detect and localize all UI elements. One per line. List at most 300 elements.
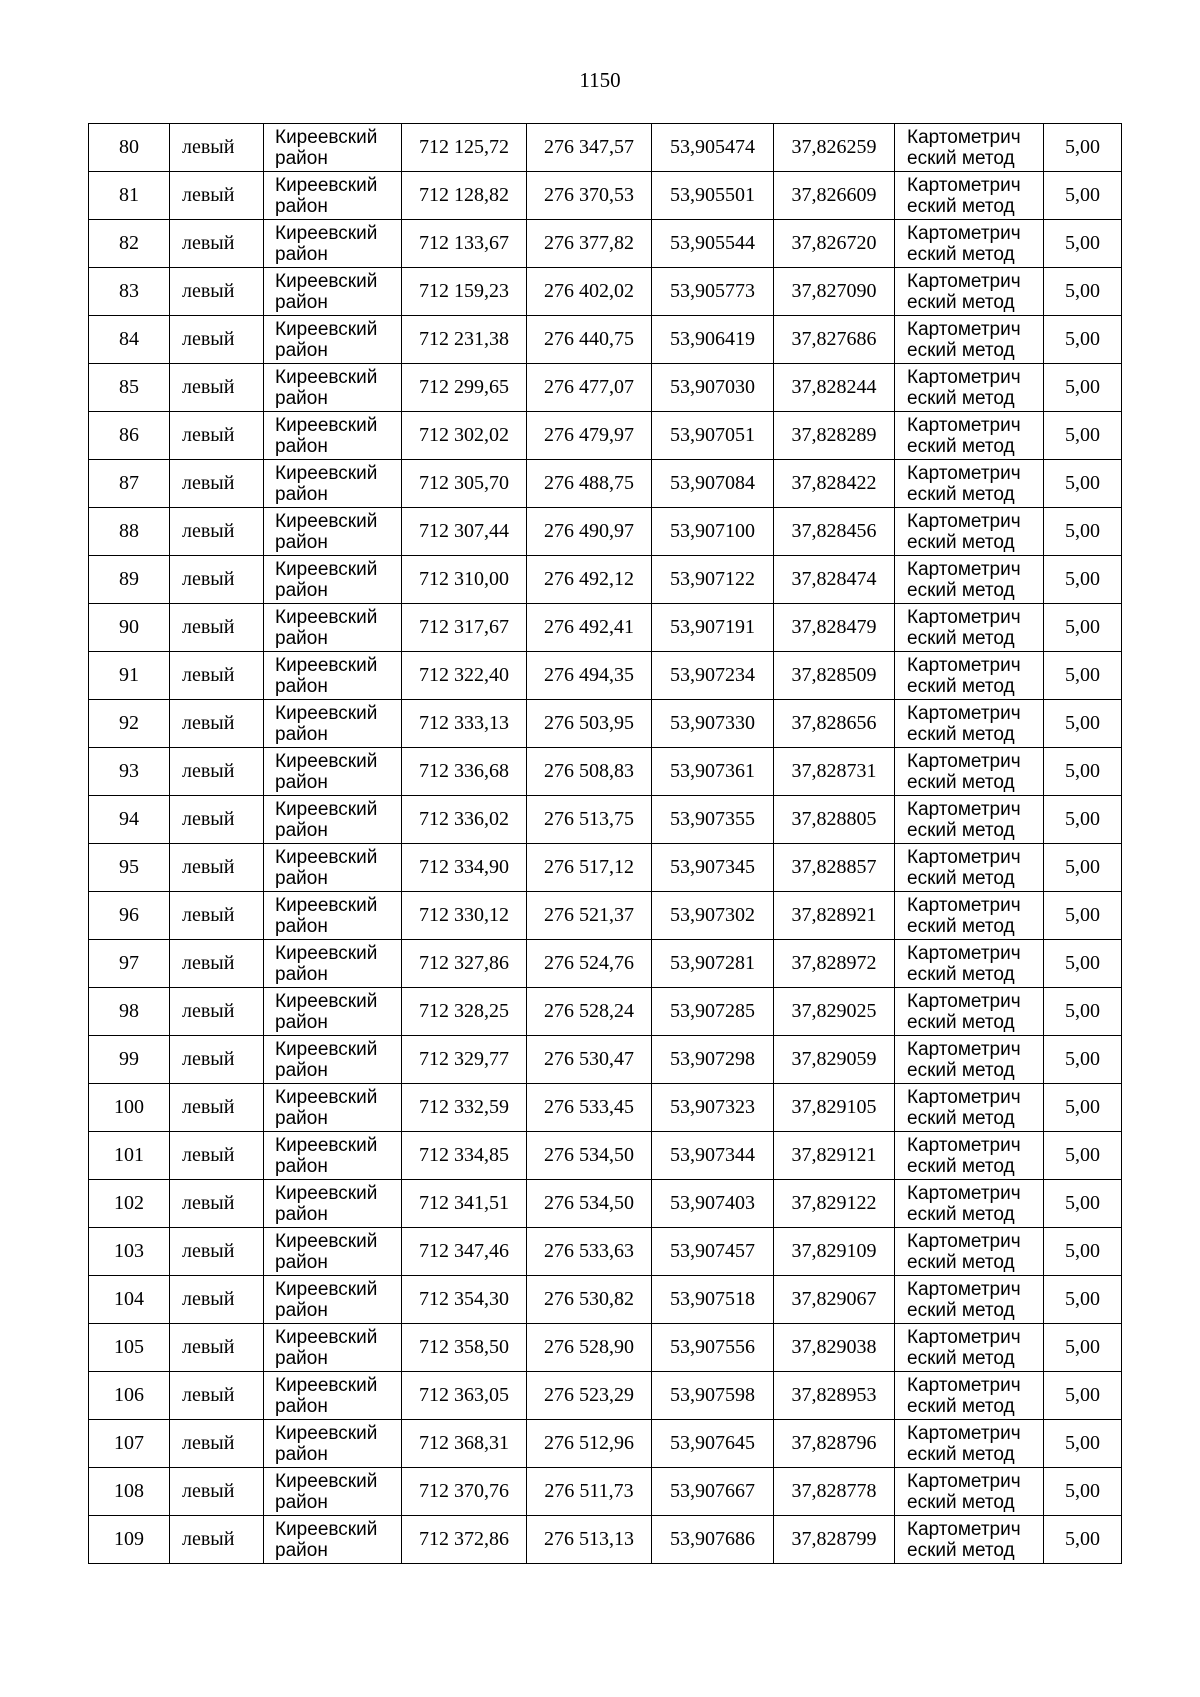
district-cell-line: район xyxy=(275,963,328,985)
method-cell xyxy=(895,652,1044,700)
accuracy-cell: 5,00 xyxy=(1044,604,1122,652)
district-cell-line: Киреевский xyxy=(275,1182,378,1204)
district-cell-line: Киреевский xyxy=(275,1422,378,1444)
bank-side-cell: левый xyxy=(170,796,264,844)
method-cell-line: еский метод xyxy=(907,1011,1015,1033)
method-cell-line: Картометрич xyxy=(907,750,1021,772)
x-coordinate-cell: 712 322,40 xyxy=(402,652,527,700)
point-number-cell: 93 xyxy=(89,748,170,796)
accuracy-cell: 5,00 xyxy=(1044,556,1122,604)
method-cell xyxy=(895,844,1044,892)
district-cell-line: Киреевский xyxy=(275,318,378,340)
method-cell-line: еский метод xyxy=(907,723,1015,745)
latitude-cell: 53,907330 xyxy=(652,700,774,748)
y-coordinate-cell: 276 523,29 xyxy=(527,1372,652,1420)
method-cell xyxy=(895,1228,1044,1276)
method-cell xyxy=(895,796,1044,844)
y-coordinate-cell: 276 528,24 xyxy=(527,988,652,1036)
y-coordinate-cell: 276 534,50 xyxy=(527,1180,652,1228)
district-cell xyxy=(264,1372,402,1420)
method-cell-line: Картометрич xyxy=(907,1470,1021,1492)
longitude-cell: 37,826259 xyxy=(774,124,895,172)
accuracy-cell: 5,00 xyxy=(1044,172,1122,220)
point-number-cell: 83 xyxy=(89,268,170,316)
district-cell-line: Киреевский xyxy=(275,1374,378,1396)
district-cell-line: Киреевский xyxy=(275,1326,378,1348)
point-number-cell: 102 xyxy=(89,1180,170,1228)
district-cell xyxy=(264,508,402,556)
bank-side-cell: левый xyxy=(170,1036,264,1084)
y-coordinate-cell: 276 488,75 xyxy=(527,460,652,508)
table-row xyxy=(89,1420,1122,1468)
district-cell-line: Киреевский xyxy=(275,222,378,244)
x-coordinate-cell: 712 159,23 xyxy=(402,268,527,316)
longitude-cell: 37,828799 xyxy=(774,1516,895,1564)
accuracy-cell: 5,00 xyxy=(1044,316,1122,364)
district-cell xyxy=(264,892,402,940)
district-cell-line: Киреевский xyxy=(275,366,378,388)
district-cell-line: район xyxy=(275,819,328,841)
district-cell-line: Киреевский xyxy=(275,510,378,532)
district-cell-line: район xyxy=(275,243,328,265)
method-cell-line: еский метод xyxy=(907,339,1015,361)
x-coordinate-cell: 712 329,77 xyxy=(402,1036,527,1084)
accuracy-cell: 5,00 xyxy=(1044,748,1122,796)
accuracy-cell: 5,00 xyxy=(1044,988,1122,1036)
table-row xyxy=(89,652,1122,700)
method-cell xyxy=(895,1372,1044,1420)
latitude-cell: 53,907345 xyxy=(652,844,774,892)
x-coordinate-cell: 712 302,02 xyxy=(402,412,527,460)
district-cell-line: Киреевский xyxy=(275,414,378,436)
y-coordinate-cell: 276 508,83 xyxy=(527,748,652,796)
latitude-cell: 53,907281 xyxy=(652,940,774,988)
method-cell-line: Картометрич xyxy=(907,1134,1021,1156)
y-coordinate-cell: 276 521,37 xyxy=(527,892,652,940)
district-cell xyxy=(264,1468,402,1516)
table-row xyxy=(89,124,1122,172)
method-cell-line: Картометрич xyxy=(907,126,1021,148)
district-cell xyxy=(264,604,402,652)
bank-side-cell: левый xyxy=(170,412,264,460)
accuracy-cell: 5,00 xyxy=(1044,412,1122,460)
bank-side-cell: левый xyxy=(170,652,264,700)
x-coordinate-cell: 712 368,31 xyxy=(402,1420,527,1468)
district-cell-line: район xyxy=(275,1347,328,1369)
longitude-cell: 37,829038 xyxy=(774,1324,895,1372)
x-coordinate-cell: 712 334,85 xyxy=(402,1132,527,1180)
district-cell-line: район xyxy=(275,339,328,361)
bank-side-cell: левый xyxy=(170,1228,264,1276)
table-row xyxy=(89,796,1122,844)
y-coordinate-cell: 276 503,95 xyxy=(527,700,652,748)
longitude-cell: 37,829059 xyxy=(774,1036,895,1084)
longitude-cell: 37,826720 xyxy=(774,220,895,268)
method-cell-line: Картометрич xyxy=(907,846,1021,868)
longitude-cell: 37,827090 xyxy=(774,268,895,316)
table-row xyxy=(89,412,1122,460)
method-cell-line: Картометрич xyxy=(907,1086,1021,1108)
y-coordinate-cell: 276 534,50 xyxy=(527,1132,652,1180)
method-cell xyxy=(895,1516,1044,1564)
y-coordinate-cell: 276 513,75 xyxy=(527,796,652,844)
longitude-cell: 37,827686 xyxy=(774,316,895,364)
point-number-cell: 109 xyxy=(89,1516,170,1564)
district-cell-line: район xyxy=(275,1299,328,1321)
district-cell-line: Киреевский xyxy=(275,126,378,148)
table-row xyxy=(89,604,1122,652)
y-coordinate-cell: 276 490,97 xyxy=(527,508,652,556)
district-cell-line: район xyxy=(275,435,328,457)
district-cell xyxy=(264,460,402,508)
district-cell-line: район xyxy=(275,195,328,217)
y-coordinate-cell: 276 402,02 xyxy=(527,268,652,316)
latitude-cell: 53,907457 xyxy=(652,1228,774,1276)
method-cell-line: Картометрич xyxy=(907,942,1021,964)
latitude-cell: 53,907518 xyxy=(652,1276,774,1324)
district-cell xyxy=(264,220,402,268)
district-cell xyxy=(264,748,402,796)
district-cell-line: Киреевский xyxy=(275,558,378,580)
longitude-cell: 37,828422 xyxy=(774,460,895,508)
table-row xyxy=(89,1468,1122,1516)
table-row xyxy=(89,172,1122,220)
district-cell-line: район xyxy=(275,1539,328,1561)
method-cell-line: еский метод xyxy=(907,627,1015,649)
point-number-cell: 88 xyxy=(89,508,170,556)
point-number-cell: 80 xyxy=(89,124,170,172)
accuracy-cell: 5,00 xyxy=(1044,364,1122,412)
district-cell-line: район xyxy=(275,771,328,793)
accuracy-cell: 5,00 xyxy=(1044,652,1122,700)
latitude-cell: 53,905773 xyxy=(652,268,774,316)
district-cell-line: район xyxy=(275,147,328,169)
method-cell-line: еский метод xyxy=(907,963,1015,985)
method-cell xyxy=(895,508,1044,556)
method-cell-line: еский метод xyxy=(907,1203,1015,1225)
bank-side-cell: левый xyxy=(170,988,264,1036)
y-coordinate-cell: 276 494,35 xyxy=(527,652,652,700)
table-row xyxy=(89,1180,1122,1228)
method-cell-line: Картометрич xyxy=(907,222,1021,244)
method-cell-line: Картометрич xyxy=(907,414,1021,436)
method-cell-line: еский метод xyxy=(907,1107,1015,1129)
latitude-cell: 53,907122 xyxy=(652,556,774,604)
accuracy-cell: 5,00 xyxy=(1044,844,1122,892)
district-cell-line: район xyxy=(275,291,328,313)
method-cell-line: еский метод xyxy=(907,915,1015,937)
point-number-cell: 96 xyxy=(89,892,170,940)
table-row xyxy=(89,1084,1122,1132)
district-cell-line: Киреевский xyxy=(275,702,378,724)
x-coordinate-cell: 712 133,67 xyxy=(402,220,527,268)
latitude-cell: 53,907051 xyxy=(652,412,774,460)
method-cell-line: Картометрич xyxy=(907,462,1021,484)
district-cell-line: Киреевский xyxy=(275,1518,378,1540)
district-cell xyxy=(264,1132,402,1180)
method-cell-line: еский метод xyxy=(907,819,1015,841)
method-cell-line: еский метод xyxy=(907,531,1015,553)
longitude-cell: 37,829067 xyxy=(774,1276,895,1324)
method-cell-line: еский метод xyxy=(907,195,1015,217)
latitude-cell: 53,907302 xyxy=(652,892,774,940)
point-number-cell: 89 xyxy=(89,556,170,604)
table-row xyxy=(89,508,1122,556)
x-coordinate-cell: 712 330,12 xyxy=(402,892,527,940)
district-cell-line: район xyxy=(275,627,328,649)
district-cell xyxy=(264,412,402,460)
district-cell-line: Киреевский xyxy=(275,174,378,196)
district-cell-line: район xyxy=(275,1155,328,1177)
accuracy-cell: 5,00 xyxy=(1044,892,1122,940)
x-coordinate-cell: 712 354,30 xyxy=(402,1276,527,1324)
accuracy-cell: 5,00 xyxy=(1044,1420,1122,1468)
district-cell xyxy=(264,988,402,1036)
district-cell xyxy=(264,364,402,412)
accuracy-cell: 5,00 xyxy=(1044,1084,1122,1132)
method-cell xyxy=(895,1180,1044,1228)
table-row xyxy=(89,892,1122,940)
x-coordinate-cell: 712 128,82 xyxy=(402,172,527,220)
method-cell xyxy=(895,1324,1044,1372)
district-cell-line: Киреевский xyxy=(275,894,378,916)
y-coordinate-cell: 276 530,47 xyxy=(527,1036,652,1084)
method-cell-line: Картометрич xyxy=(907,270,1021,292)
longitude-cell: 37,828778 xyxy=(774,1468,895,1516)
point-number-cell: 107 xyxy=(89,1420,170,1468)
table-row xyxy=(89,748,1122,796)
district-cell-line: Киреевский xyxy=(275,1470,378,1492)
method-cell-line: Картометрич xyxy=(907,510,1021,532)
district-cell-line: Киреевский xyxy=(275,798,378,820)
accuracy-cell: 5,00 xyxy=(1044,1324,1122,1372)
table-row xyxy=(89,1324,1122,1372)
bank-side-cell: левый xyxy=(170,508,264,556)
method-cell-line: еский метод xyxy=(907,387,1015,409)
method-cell-line: Картометрич xyxy=(907,1374,1021,1396)
method-cell xyxy=(895,1420,1044,1468)
x-coordinate-cell: 712 358,50 xyxy=(402,1324,527,1372)
district-cell xyxy=(264,1036,402,1084)
point-number-cell: 101 xyxy=(89,1132,170,1180)
longitude-cell: 37,829105 xyxy=(774,1084,895,1132)
coordinates-table xyxy=(88,123,1122,1564)
method-cell-line: еский метод xyxy=(907,1155,1015,1177)
accuracy-cell: 5,00 xyxy=(1044,1132,1122,1180)
bank-side-cell: левый xyxy=(170,604,264,652)
district-cell-line: район xyxy=(275,1251,328,1273)
district-cell-line: Киреевский xyxy=(275,654,378,676)
method-cell-line: Картометрич xyxy=(907,1230,1021,1252)
district-cell xyxy=(264,940,402,988)
district-cell-line: Киреевский xyxy=(275,1278,378,1300)
longitude-cell: 37,828857 xyxy=(774,844,895,892)
latitude-cell: 53,907234 xyxy=(652,652,774,700)
latitude-cell: 53,907100 xyxy=(652,508,774,556)
table-row xyxy=(89,1276,1122,1324)
x-coordinate-cell: 712 333,13 xyxy=(402,700,527,748)
latitude-cell: 53,907298 xyxy=(652,1036,774,1084)
table-row xyxy=(89,316,1122,364)
district-cell-line: Киреевский xyxy=(275,990,378,1012)
district-cell xyxy=(264,1516,402,1564)
method-cell xyxy=(895,412,1044,460)
method-cell xyxy=(895,988,1044,1036)
y-coordinate-cell: 276 479,97 xyxy=(527,412,652,460)
table-row xyxy=(89,1036,1122,1084)
method-cell-line: еский метод xyxy=(907,483,1015,505)
district-cell-line: район xyxy=(275,867,328,889)
y-coordinate-cell: 276 512,96 xyxy=(527,1420,652,1468)
latitude-cell: 53,907667 xyxy=(652,1468,774,1516)
longitude-cell: 37,828972 xyxy=(774,940,895,988)
district-cell xyxy=(264,1084,402,1132)
method-cell xyxy=(895,172,1044,220)
longitude-cell: 37,828805 xyxy=(774,796,895,844)
accuracy-cell: 5,00 xyxy=(1044,1180,1122,1228)
accuracy-cell: 5,00 xyxy=(1044,1468,1122,1516)
district-cell-line: Киреевский xyxy=(275,270,378,292)
point-number-cell: 84 xyxy=(89,316,170,364)
district-cell-line: Киреевский xyxy=(275,1038,378,1060)
longitude-cell: 37,828456 xyxy=(774,508,895,556)
x-coordinate-cell: 712 347,46 xyxy=(402,1228,527,1276)
method-cell xyxy=(895,892,1044,940)
point-number-cell: 92 xyxy=(89,700,170,748)
table-row xyxy=(89,988,1122,1036)
accuracy-cell: 5,00 xyxy=(1044,1276,1122,1324)
table-row xyxy=(89,220,1122,268)
bank-side-cell: левый xyxy=(170,1420,264,1468)
method-cell-line: еский метод xyxy=(907,579,1015,601)
method-cell xyxy=(895,1468,1044,1516)
district-cell xyxy=(264,268,402,316)
bank-side-cell: левый xyxy=(170,316,264,364)
point-number-cell: 99 xyxy=(89,1036,170,1084)
accuracy-cell: 5,00 xyxy=(1044,940,1122,988)
district-cell-line: Киреевский xyxy=(275,1086,378,1108)
bank-side-cell: левый xyxy=(170,1276,264,1324)
method-cell xyxy=(895,748,1044,796)
x-coordinate-cell: 712 310,00 xyxy=(402,556,527,604)
method-cell xyxy=(895,316,1044,364)
district-cell-line: район xyxy=(275,1395,328,1417)
point-number-cell: 91 xyxy=(89,652,170,700)
x-coordinate-cell: 712 363,05 xyxy=(402,1372,527,1420)
x-coordinate-cell: 712 336,68 xyxy=(402,748,527,796)
method-cell-line: еский метод xyxy=(907,1347,1015,1369)
latitude-cell: 53,907344 xyxy=(652,1132,774,1180)
latitude-cell: 53,905474 xyxy=(652,124,774,172)
accuracy-cell: 5,00 xyxy=(1044,268,1122,316)
district-cell-line: Киреевский xyxy=(275,606,378,628)
x-coordinate-cell: 712 299,65 xyxy=(402,364,527,412)
district-cell xyxy=(264,1324,402,1372)
y-coordinate-cell: 276 477,07 xyxy=(527,364,652,412)
bank-side-cell: левый xyxy=(170,1516,264,1564)
method-cell-line: Картометрич xyxy=(907,702,1021,724)
latitude-cell: 53,907645 xyxy=(652,1420,774,1468)
longitude-cell: 37,828474 xyxy=(774,556,895,604)
point-number-cell: 97 xyxy=(89,940,170,988)
method-cell-line: Картометрич xyxy=(907,1182,1021,1204)
accuracy-cell: 5,00 xyxy=(1044,1516,1122,1564)
district-cell-line: Киреевский xyxy=(275,462,378,484)
method-cell xyxy=(895,124,1044,172)
district-cell-line: район xyxy=(275,675,328,697)
latitude-cell: 53,905501 xyxy=(652,172,774,220)
table-row xyxy=(89,1516,1122,1564)
longitude-cell: 37,828921 xyxy=(774,892,895,940)
x-coordinate-cell: 712 328,25 xyxy=(402,988,527,1036)
latitude-cell: 53,907285 xyxy=(652,988,774,1036)
district-cell-line: район xyxy=(275,1203,328,1225)
method-cell-line: Картометрич xyxy=(907,1518,1021,1540)
table-row xyxy=(89,556,1122,604)
latitude-cell: 53,907361 xyxy=(652,748,774,796)
y-coordinate-cell: 276 370,53 xyxy=(527,172,652,220)
method-cell xyxy=(895,1084,1044,1132)
x-coordinate-cell: 712 341,51 xyxy=(402,1180,527,1228)
district-cell xyxy=(264,124,402,172)
method-cell-line: Картометрич xyxy=(907,654,1021,676)
district-cell-line: Киреевский xyxy=(275,846,378,868)
latitude-cell: 53,907191 xyxy=(652,604,774,652)
y-coordinate-cell: 276 533,45 xyxy=(527,1084,652,1132)
point-number-cell: 87 xyxy=(89,460,170,508)
latitude-cell: 53,907556 xyxy=(652,1324,774,1372)
district-cell-line: район xyxy=(275,579,328,601)
longitude-cell: 37,829025 xyxy=(774,988,895,1036)
method-cell-line: еский метод xyxy=(907,1251,1015,1273)
bank-side-cell: левый xyxy=(170,1468,264,1516)
method-cell-line: еский метод xyxy=(907,435,1015,457)
longitude-cell: 37,828509 xyxy=(774,652,895,700)
x-coordinate-cell: 712 372,86 xyxy=(402,1516,527,1564)
method-cell-line: Картометрич xyxy=(907,366,1021,388)
district-cell-line: Киреевский xyxy=(275,942,378,964)
method-cell xyxy=(895,268,1044,316)
page-number: 1150 xyxy=(579,68,621,92)
district-cell-line: Киреевский xyxy=(275,1134,378,1156)
point-number-cell: 108 xyxy=(89,1468,170,1516)
bank-side-cell: левый xyxy=(170,364,264,412)
accuracy-cell: 5,00 xyxy=(1044,796,1122,844)
bank-side-cell: левый xyxy=(170,556,264,604)
method-cell xyxy=(895,460,1044,508)
point-number-cell: 90 xyxy=(89,604,170,652)
longitude-cell: 37,828731 xyxy=(774,748,895,796)
table-row xyxy=(89,844,1122,892)
table-row xyxy=(89,1372,1122,1420)
district-cell xyxy=(264,1180,402,1228)
latitude-cell: 53,905544 xyxy=(652,220,774,268)
method-cell xyxy=(895,700,1044,748)
latitude-cell: 53,907030 xyxy=(652,364,774,412)
point-number-cell: 81 xyxy=(89,172,170,220)
point-number-cell: 106 xyxy=(89,1372,170,1420)
latitude-cell: 53,907686 xyxy=(652,1516,774,1564)
longitude-cell: 37,828796 xyxy=(774,1420,895,1468)
y-coordinate-cell: 276 528,90 xyxy=(527,1324,652,1372)
district-cell-line: район xyxy=(275,483,328,505)
table-row xyxy=(89,1228,1122,1276)
method-cell-line: еский метод xyxy=(907,675,1015,697)
district-cell-line: район xyxy=(275,387,328,409)
district-cell-line: район xyxy=(275,1491,328,1513)
point-number-cell: 95 xyxy=(89,844,170,892)
bank-side-cell: левый xyxy=(170,1132,264,1180)
